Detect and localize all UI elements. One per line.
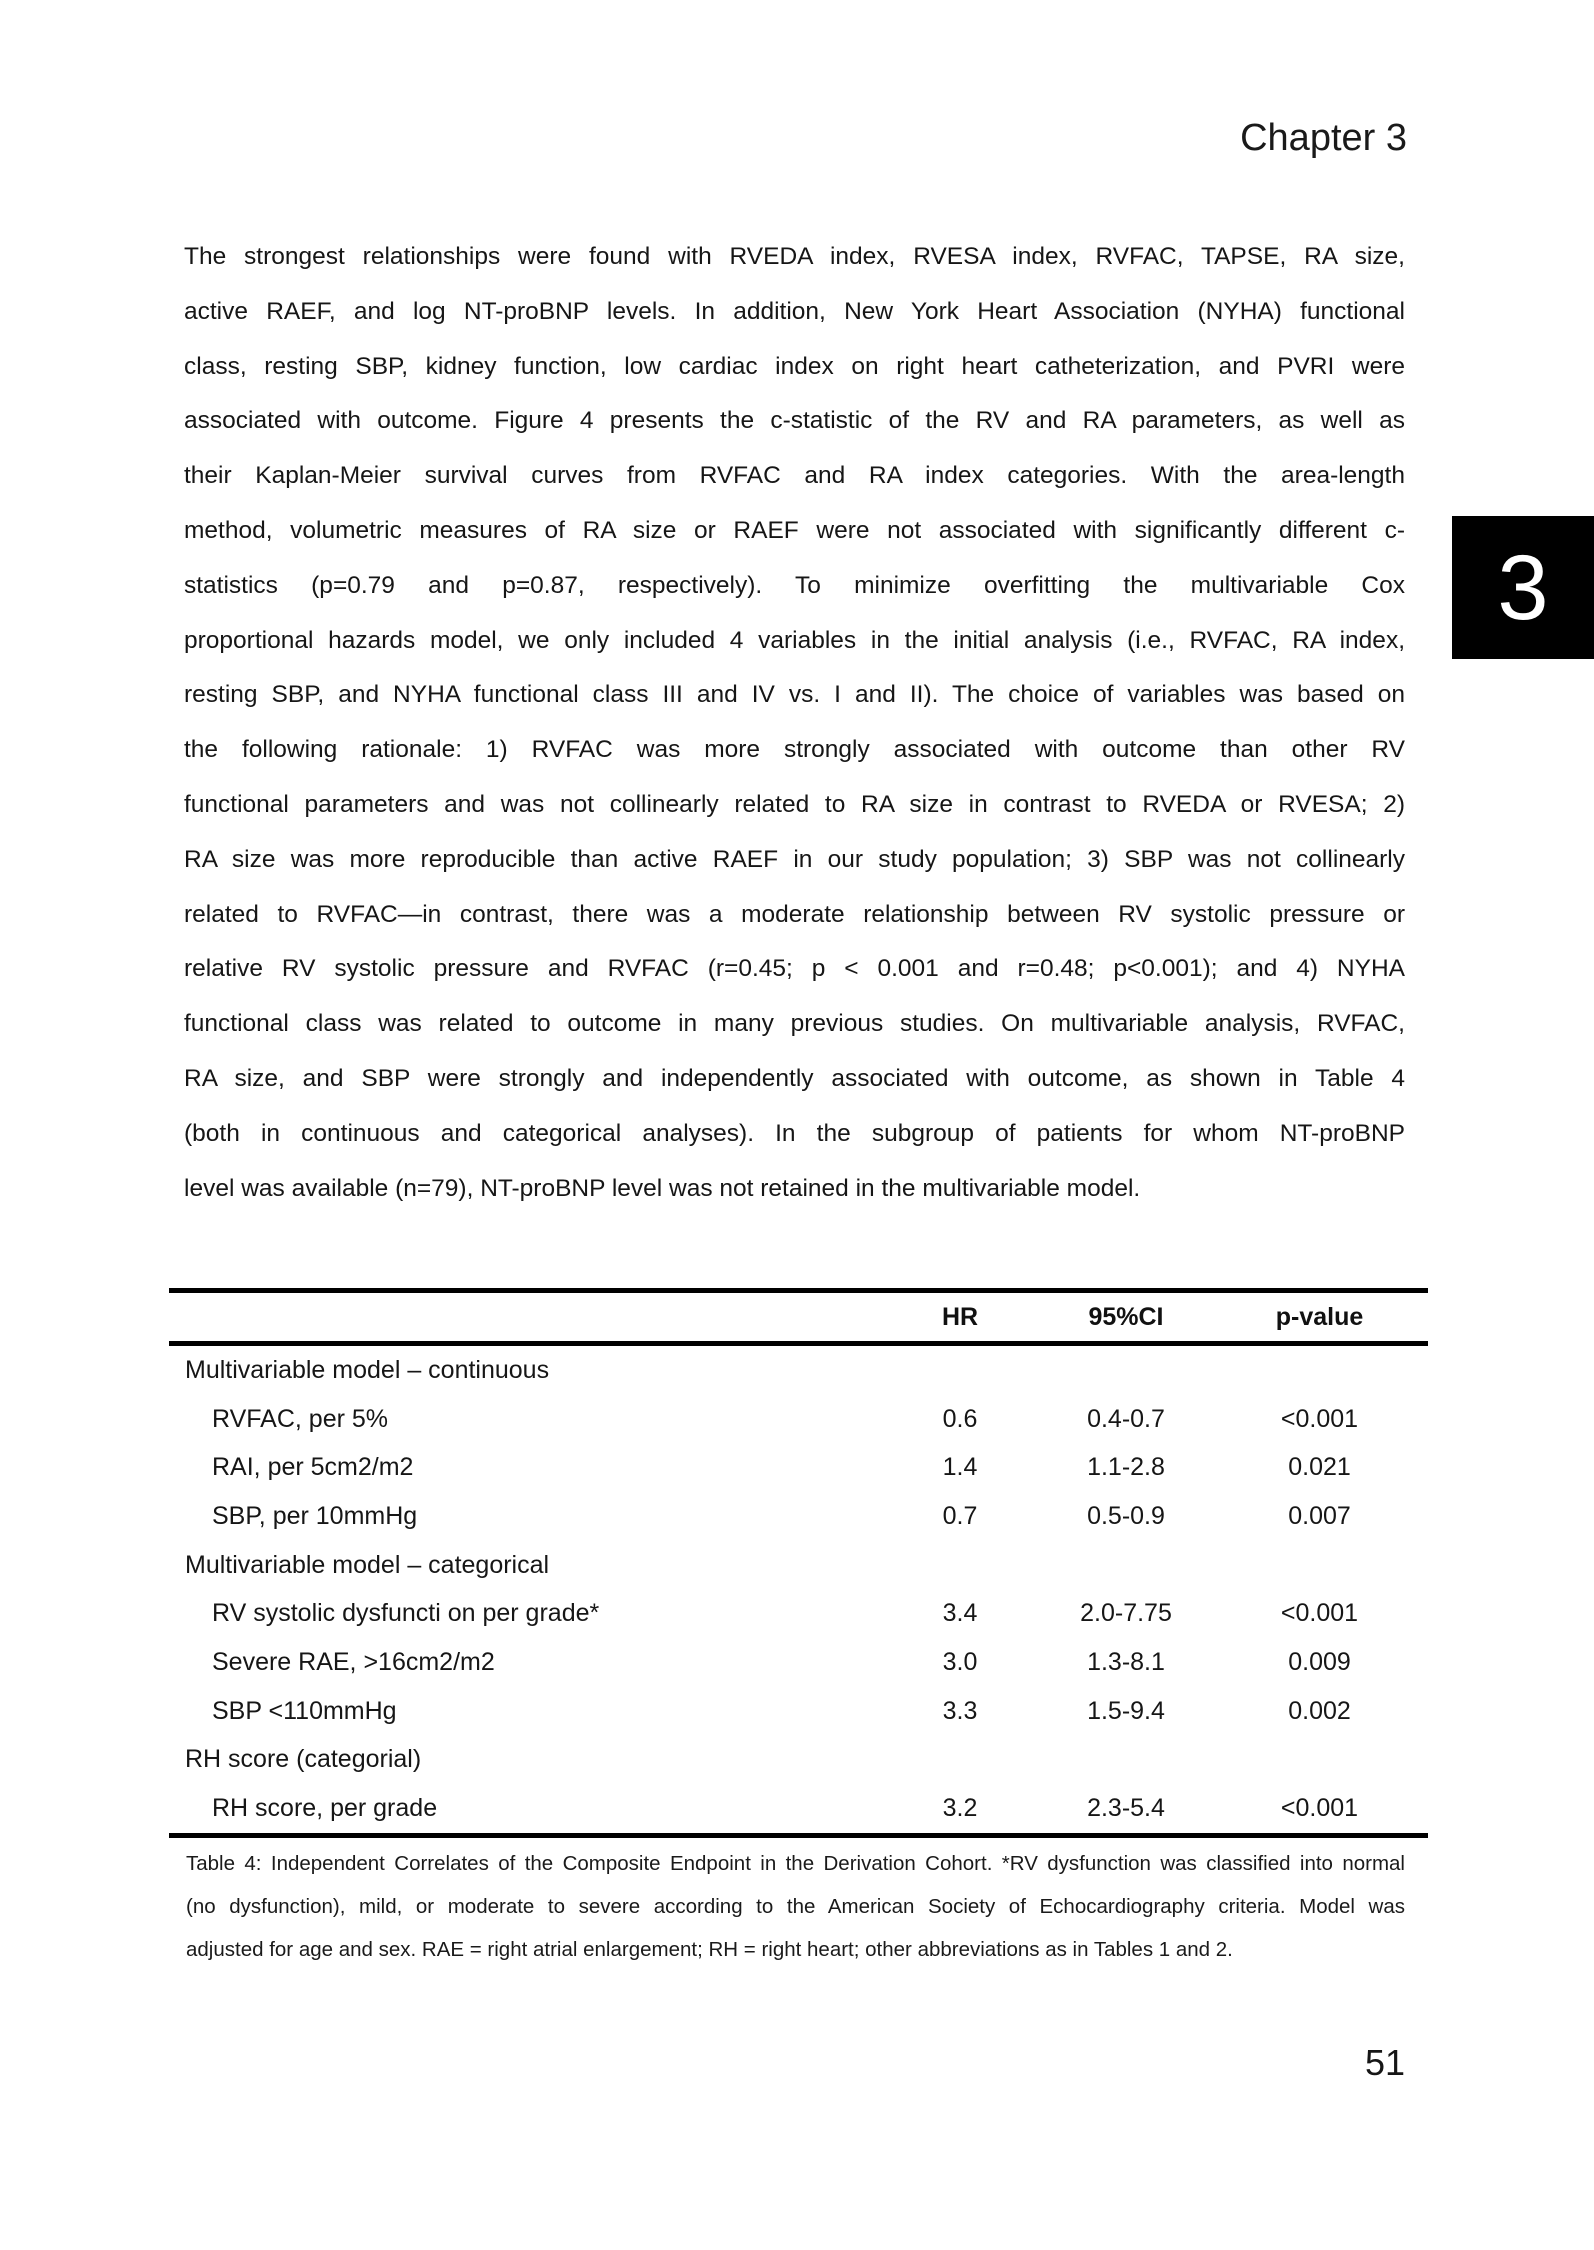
paragraph-line: method, volumetric measures of RA size or RAEF were not associated with significantly different c- bbox=[184, 516, 1405, 544]
hr-value: 0.7 bbox=[942, 1501, 978, 1530]
results-table bbox=[169, 1288, 1428, 1838]
ci-value: 2.0-7.75 bbox=[1080, 1599, 1172, 1628]
p-value: 0.021 bbox=[1288, 1453, 1351, 1482]
ci-value: 2.3-5.4 bbox=[1087, 1794, 1165, 1823]
caption-line: (no dysfunction), mild, or moderate to severe according to the American Society of Echocardiography criteria. Model was bbox=[186, 1895, 1405, 1918]
paragraph-line: relative RV systolic pressure and RVFAC (r=0.45; p < 0.001 and r=0.48; p<0.001); and 4) NYHA bbox=[184, 955, 1405, 983]
paragraph-line: the following rationale: 1) RVFAC was more strongly associated with outcome than other RV bbox=[184, 736, 1405, 764]
hr-value: 1.4 bbox=[942, 1453, 978, 1482]
table-row bbox=[169, 1589, 1428, 1638]
caption-line: adjusted for age and sex. RAE = right atrial enlargement; RH = right heart; other abbreviations as in Tables 1 and 2. bbox=[186, 1938, 1233, 1961]
paragraph-line: proportional hazards model, we only included 4 variables in the initial analysis (i.e., RVFAC, RA index, bbox=[184, 626, 1405, 654]
hr-value: 3.3 bbox=[942, 1696, 978, 1725]
row-label: RH score, per grade bbox=[212, 1794, 438, 1823]
hr-value: 3.2 bbox=[942, 1794, 978, 1823]
row-label: RV systolic dysfuncti on per grade* bbox=[212, 1599, 600, 1628]
chapter-header: Chapter 3 bbox=[1240, 117, 1407, 159]
table-rule-bottom bbox=[169, 1833, 1428, 1838]
table-header-ci: 95%CI bbox=[1088, 1302, 1164, 1331]
paragraph-line: related to RVFAC—in contrast, there was a moderate relationship between RV systolic pressure or bbox=[184, 900, 1405, 928]
table-row bbox=[169, 1541, 1428, 1590]
paragraph-line: RA size, and SBP were strongly and independently associated with outcome, as shown in Table 4 bbox=[184, 1064, 1405, 1092]
table-row bbox=[169, 1395, 1428, 1444]
paragraph-line: functional class was related to outcome in many previous studies. On multivariable analysis, RVFAC, bbox=[184, 1010, 1405, 1038]
p-value: 0.009 bbox=[1288, 1647, 1351, 1676]
table-row bbox=[169, 1784, 1428, 1833]
row-label: Multivariable model – categorical bbox=[185, 1550, 550, 1579]
paragraph-line: class, resting SBP, kidney function, low cardiac index on right heart catheterization, and PVRI were bbox=[184, 352, 1405, 380]
ci-value: 0.5-0.9 bbox=[1087, 1501, 1165, 1530]
page-number: 51 bbox=[1364, 2042, 1405, 2083]
paragraph-line: The strongest relationships were found with RVEDA index, RVESA index, RVFAC, TAPSE, RA size, bbox=[184, 243, 1405, 270]
chapter-tab-number: 3 bbox=[1497, 536, 1549, 639]
hr-value: 0.6 bbox=[942, 1404, 978, 1433]
hr-value: 3.4 bbox=[942, 1599, 978, 1628]
row-label: SBP, per 10mmHg bbox=[212, 1501, 418, 1530]
table-header-pvalue: p-value bbox=[1275, 1302, 1364, 1331]
table-header-hr: HR bbox=[941, 1302, 979, 1331]
paragraph-line: statistics (p=0.79 and p=0.87, respectively). To minimize overfitting the multivariable Cox bbox=[184, 571, 1405, 599]
paragraph-line: RA size was more reproducible than active RAEF in our study population; 3) SBP was not collinearly bbox=[184, 845, 1405, 873]
ci-value: 1.1-2.8 bbox=[1087, 1453, 1165, 1482]
p-value: <0.001 bbox=[1280, 1599, 1359, 1628]
paragraph-line: level was available (n=79), NT-proBNP level was not retained in the multivariable model. bbox=[184, 1174, 1141, 1202]
paragraph-line: associated with outcome. Figure 4 presents the c-statistic of the RV and RA parameters, as well as bbox=[184, 407, 1405, 435]
ci-value: 1.3-8.1 bbox=[1087, 1647, 1165, 1676]
table-row bbox=[169, 1638, 1428, 1687]
p-value: 0.007 bbox=[1288, 1501, 1351, 1530]
table-row bbox=[169, 1346, 1428, 1395]
paragraph-line: (both in continuous and categorical analyses). In the subgroup of patients for whom NT-proBNP bbox=[184, 1119, 1405, 1147]
paragraph-line: their Kaplan-Meier survival curves from RVFAC and RA index categories. With the area-length bbox=[184, 462, 1405, 490]
row-label: RVFAC, per 5% bbox=[212, 1404, 389, 1433]
row-label: Multivariable model – continuous bbox=[185, 1355, 550, 1384]
table-row bbox=[169, 1736, 1428, 1785]
p-value: 0.002 bbox=[1288, 1696, 1351, 1725]
paragraph-line: functional parameters and was not collinearly related to RA size in contrast to RVEDA or RVESA; 2) bbox=[184, 790, 1405, 818]
ci-value: 1.5-9.4 bbox=[1087, 1696, 1165, 1725]
paragraph-line: resting SBP, and NYHA functional class III and IV vs. I and II). The choice of variables was based on bbox=[184, 681, 1405, 709]
row-label: RH score (categorial) bbox=[185, 1745, 422, 1774]
hr-value: 3.0 bbox=[942, 1647, 978, 1676]
row-label: SBP <110mmHg bbox=[212, 1696, 397, 1725]
table-row bbox=[169, 1443, 1428, 1492]
row-label: Severe RAE, >16cm2/m2 bbox=[212, 1647, 495, 1676]
chapter-tab bbox=[1452, 516, 1594, 659]
table-row bbox=[169, 1687, 1428, 1736]
p-value: <0.001 bbox=[1280, 1404, 1359, 1433]
paragraph-line: active RAEF, and log NT-proBNP levels. In addition, New York Heart Association (NYHA) functional bbox=[184, 297, 1405, 325]
ci-value: 0.4-0.7 bbox=[1087, 1404, 1165, 1433]
table-row bbox=[169, 1492, 1428, 1541]
body-paragraph bbox=[184, 230, 1405, 1216]
caption-line: Table 4: Independent Correlates of the Composite Endpoint in the Derivation Cohort. *RV dysfunction was classified into normal bbox=[186, 1852, 1405, 1875]
p-value: <0.001 bbox=[1280, 1794, 1359, 1823]
row-label: RAI, per 5cm2/m2 bbox=[212, 1453, 414, 1482]
table-caption bbox=[186, 1842, 1405, 1971]
table-header-row bbox=[169, 1293, 1428, 1341]
